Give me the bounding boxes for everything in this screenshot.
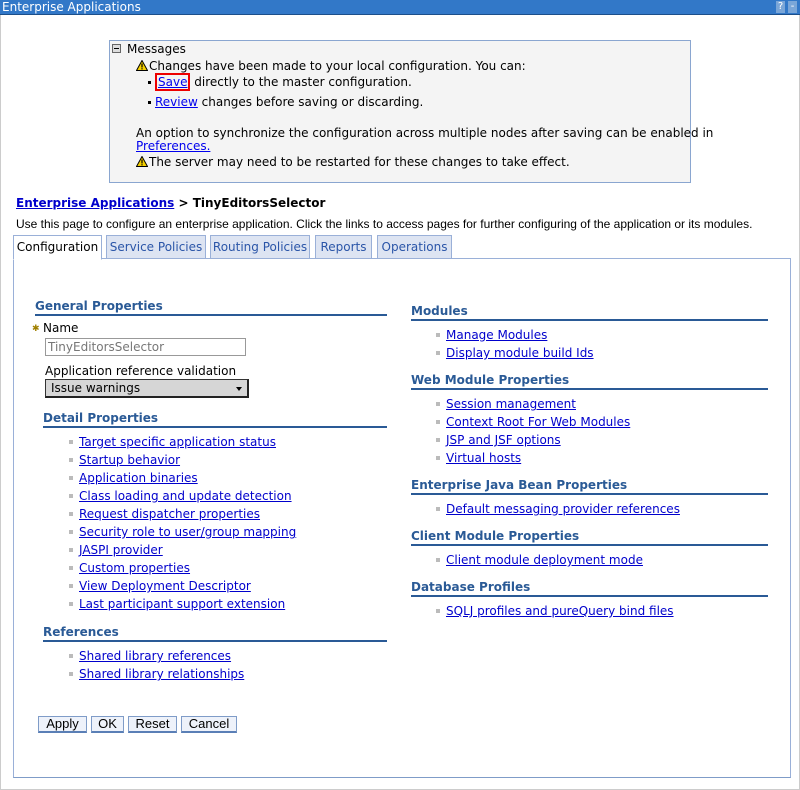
reset-button[interactable]: Reset	[128, 716, 177, 733]
bullet-icon	[69, 584, 73, 588]
bullet-icon	[69, 602, 73, 606]
web-module-list	[436, 395, 630, 467]
name-label: Name	[43, 321, 79, 335]
jsp-and-jsf-options-link[interactable]: JSP and JSF options	[446, 433, 561, 447]
list-item	[436, 344, 594, 362]
client-module-deployment-mode-link[interactable]: Client module deployment mode	[446, 553, 643, 567]
bullet-icon	[69, 654, 73, 658]
tab-service-policies[interactable]: Service Policies	[106, 235, 206, 259]
ejb-list	[436, 500, 680, 518]
shared-library-references-link[interactable]: Shared library references	[79, 649, 232, 663]
database-profiles-list	[436, 602, 674, 620]
target-specific-application-status-link[interactable]: Target specific application status	[79, 435, 276, 449]
modules-heading: Modules	[411, 304, 768, 321]
validation-label: Application reference validation	[45, 364, 237, 378]
changes-message: Changes have been made to your local configuration. You can:	[149, 59, 526, 73]
references-list	[69, 647, 244, 683]
bullet-icon	[69, 476, 73, 480]
page-description: Use this page to configure an enterprise application. Click the links to access pages for further configuring of the application or its modules.	[16, 217, 753, 231]
review-text: changes before saving or discarding.	[197, 95, 424, 109]
startup-behavior-link[interactable]: Startup behavior	[79, 453, 181, 467]
bullet	[148, 81, 151, 84]
tab-reports[interactable]: Reports	[315, 235, 372, 259]
list-item	[69, 665, 244, 683]
sync-text: An option to synchronize the configuration across multiple nodes after saving can be enabled in	[136, 126, 714, 140]
warning-icon	[136, 60, 148, 71]
default-messaging-provider-references-link[interactable]: Default messaging provider references	[446, 502, 680, 516]
list-item	[69, 487, 296, 505]
tab-configuration[interactable]: Configuration	[13, 235, 102, 260]
database-profiles-heading: Database Profiles	[411, 580, 768, 597]
list-item	[436, 551, 643, 569]
bullet-icon	[436, 351, 440, 355]
ejb-properties-heading: Enterprise Java Bean Properties	[411, 478, 768, 495]
validation-selected-value: Issue warnings	[51, 381, 141, 395]
bullet-icon	[436, 558, 440, 562]
context-root-for-web-modules-link[interactable]: Context Root For Web Modules	[446, 415, 631, 429]
breadcrumb	[16, 196, 325, 210]
list-item	[436, 431, 630, 449]
save-text: directly to the master configuration.	[190, 75, 412, 89]
list-item	[436, 395, 630, 413]
list-item	[436, 413, 630, 431]
bullet-icon	[69, 566, 73, 570]
modules-list	[436, 326, 594, 362]
messages-title: Messages	[127, 42, 186, 56]
list-item	[436, 326, 594, 344]
bullet-icon	[436, 507, 440, 511]
window-title: Enterprise Applications	[2, 0, 141, 14]
detail-properties-heading: Detail Properties	[43, 411, 387, 428]
list-item	[69, 559, 296, 577]
validation-select[interactable]	[45, 379, 249, 398]
class-loading-and-update-detection-link[interactable]: Class loading and update detection	[79, 489, 292, 503]
tab-operations[interactable]: Operations	[377, 235, 452, 259]
name-input[interactable]: TinyEditorsSelector	[45, 338, 246, 356]
breadcrumb-separator: >	[174, 196, 193, 210]
review-link[interactable]: Review	[155, 95, 198, 109]
cancel-button[interactable]: Cancel	[181, 716, 237, 733]
jaspi-provider-link[interactable]: JASPI provider	[79, 543, 163, 557]
breadcrumb-current: TinyEditorsSelector	[192, 196, 326, 210]
list-item	[69, 433, 296, 451]
list-item	[69, 469, 296, 487]
sqlj-profiles-and-purequery-bind-files-link[interactable]: SQLJ profiles and pureQuery bind files	[446, 604, 674, 618]
application-binaries-link[interactable]: Application binaries	[79, 471, 198, 485]
ok-button[interactable]: OK	[91, 716, 124, 733]
list-item	[69, 541, 296, 559]
help-icon[interactable]: ?	[777, 1, 784, 12]
restart-message: The server may need to be restarted for these changes to take effect.	[149, 155, 570, 169]
manage-modules-link[interactable]: Manage Modules	[446, 328, 548, 342]
bullet-icon	[436, 609, 440, 613]
general-properties-heading: General Properties	[35, 299, 387, 316]
bullet-icon	[69, 672, 73, 676]
preferences-link[interactable]: Preferences.	[136, 139, 211, 153]
window-titlebar	[0, 0, 800, 15]
view-deployment-descriptor-link[interactable]: View Deployment Descriptor	[79, 579, 251, 593]
list-item	[436, 449, 630, 467]
bullet-icon	[69, 530, 73, 534]
session-management-link[interactable]: Session management	[446, 397, 576, 411]
request-dispatcher-properties-link[interactable]: Request dispatcher properties	[79, 507, 261, 521]
list-item	[436, 602, 674, 620]
messages-box	[109, 40, 714, 183]
save-highlight	[155, 73, 190, 91]
security-role-to-user-group-mapping-link[interactable]: Security role to user/group mapping	[79, 525, 297, 539]
bullet-icon	[436, 456, 440, 460]
apply-button[interactable]: Apply	[38, 716, 87, 733]
bullet-icon	[69, 458, 73, 462]
bullet-icon	[69, 494, 73, 498]
web-module-properties-heading: Web Module Properties	[411, 373, 768, 390]
list-item	[69, 577, 296, 595]
list-item	[69, 647, 244, 665]
warning-icon	[136, 156, 148, 167]
bullet	[148, 101, 151, 104]
client-module-list	[436, 551, 643, 569]
list-item	[69, 523, 296, 541]
references-heading: References	[43, 625, 387, 642]
detail-properties-list	[69, 433, 296, 613]
client-module-properties-heading: Client Module Properties	[411, 529, 768, 546]
collapse-icon[interactable]	[112, 44, 121, 53]
chevron-down-icon	[236, 387, 242, 391]
last-participant-support-extension-link[interactable]: Last participant support extension	[79, 597, 286, 611]
list-item	[436, 500, 680, 518]
tab-routing-policies[interactable]: Routing Policies	[210, 235, 310, 259]
list-item	[69, 595, 296, 613]
bullet-icon	[69, 440, 73, 444]
save-link[interactable]: Save	[158, 75, 188, 89]
list-item	[69, 451, 296, 469]
bullet-icon	[436, 402, 440, 406]
bullet-icon	[69, 512, 73, 516]
minimize-icon[interactable]: -	[788, 1, 797, 13]
bullet-icon	[69, 548, 73, 552]
display-module-build-ids-link[interactable]: Display module build Ids	[446, 346, 594, 360]
custom-properties-link[interactable]: Custom properties	[79, 561, 191, 575]
bullet-icon	[436, 438, 440, 442]
list-item	[69, 505, 296, 523]
shared-library-relationships-link[interactable]: Shared library relationships	[79, 667, 245, 681]
required-icon: ✱	[32, 324, 40, 334]
bullet-icon	[436, 420, 440, 424]
virtual-hosts-link[interactable]: Virtual hosts	[446, 451, 522, 465]
breadcrumb-link-enterprise-applications[interactable]: Enterprise Applications	[16, 196, 175, 210]
bullet-icon	[436, 333, 440, 337]
